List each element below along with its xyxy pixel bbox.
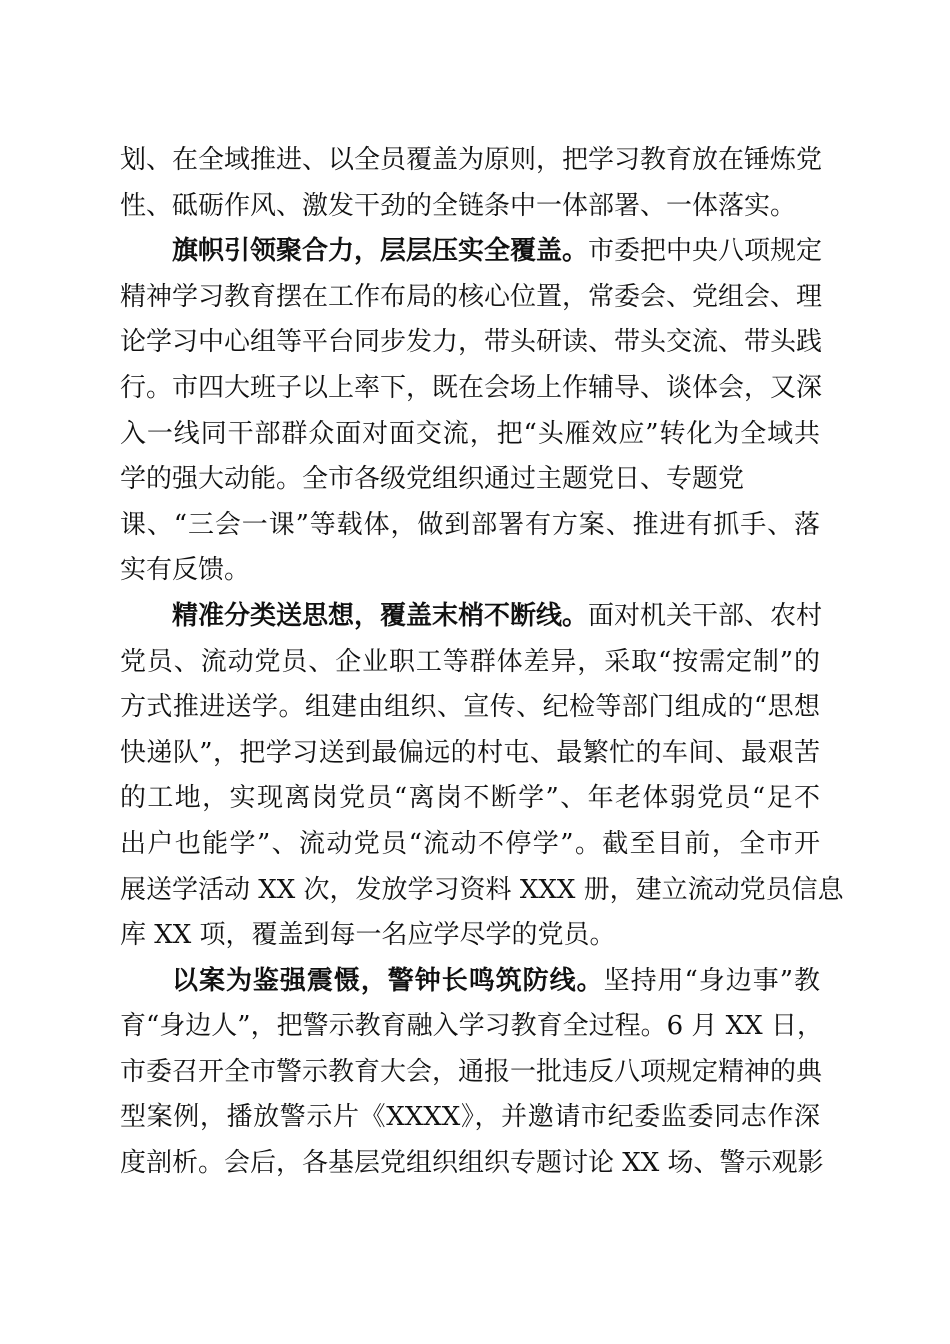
text-line: 行。市四大班子以上率下，既在会场上作辅导、谈体会，又深 — [120, 372, 823, 403]
text-line: 育“身边人”，把警示教育融入学习教育全过程。6 月 XX 日， — [120, 1011, 823, 1042]
text-line: 快递队”，把学习送到最偏远的村屯、最繁忙的车间、最艰苦 — [120, 737, 820, 768]
text-line: 论学习中心组等平台同步发力，带头研读、带头交流、带头践 — [120, 327, 823, 358]
paragraph-continuation — [120, 138, 823, 229]
text-line: 学的强大动能。全市各级党组织通过主题党日、专题党 — [120, 464, 745, 495]
text-line: 的工地，实现离岗党员“离岗不断学”、年老体弱党员“足不 — [120, 783, 820, 814]
section-heading: 以案为鉴强震慑，警钟长鸣筑防线。 — [172, 965, 604, 996]
text-line: 性、砥砺作风、激发干劲的全链条中一体部署、一体落实。 — [120, 190, 797, 221]
text-run: 市委把中央八项规定 — [588, 236, 823, 267]
text-line: 课、“三会一课”等载体，做到部署有方案、推进有抓手、落 — [120, 509, 820, 540]
text-line: 度剖析。会后，各基层党组织组织专题讨论 XX 场、警示观影 — [120, 1148, 824, 1179]
section-heading: 精准分类送思想，覆盖末梢不断线。 — [172, 600, 589, 631]
paragraph-leadership — [120, 229, 823, 594]
text-line: 库 XX 项，覆盖到每一名应学尽学的党员。 — [120, 920, 616, 951]
document-body — [120, 138, 844, 1187]
paragraph-warning-education — [120, 959, 824, 1187]
text-line — [120, 229, 823, 275]
text-line: 方式推进送学。组建由组织、宣传、纪检等部门组成的“思想 — [120, 692, 820, 723]
text-line — [120, 959, 820, 1005]
text-line: 划、在全域推进、以全员覆盖为原则，把学习教育放在锤炼党 — [120, 145, 823, 175]
text-line — [120, 594, 823, 640]
section-heading: 旗帜引领聚合力，层层压实全覆盖。 — [172, 236, 589, 267]
text-line: 党员、流动党员、企业职工等群体差异，采取“按需定制”的 — [120, 646, 820, 677]
text-line: 实有反馈。 — [120, 555, 251, 586]
text-line: 型案例，播放警示片《XXXX》，并邀请市纪委监委同志作深 — [120, 1102, 820, 1133]
text-line: 精神学习教育摆在工作布局的核心位置，常委会、党组会、理 — [120, 281, 823, 312]
text-line: 出户也能学”、流动党员“流动不停学”。截至目前，全市开 — [120, 828, 820, 859]
text-line: 市委召开全市警示教育大会，通报一批违反八项规定精神的典 — [120, 1056, 823, 1087]
text-run: 面对机关干部、农村 — [588, 600, 823, 631]
text-run: 坚持用“身边事”教 — [603, 965, 820, 996]
text-line: 入一线同干部群众面对面交流，把“头雁效应”转化为全域共 — [120, 418, 820, 449]
text-line: 展送学活动 XX 次，发放学习资料 XXX 册，建立流动党员信息 — [120, 874, 844, 905]
paragraph-delivery — [120, 594, 844, 959]
